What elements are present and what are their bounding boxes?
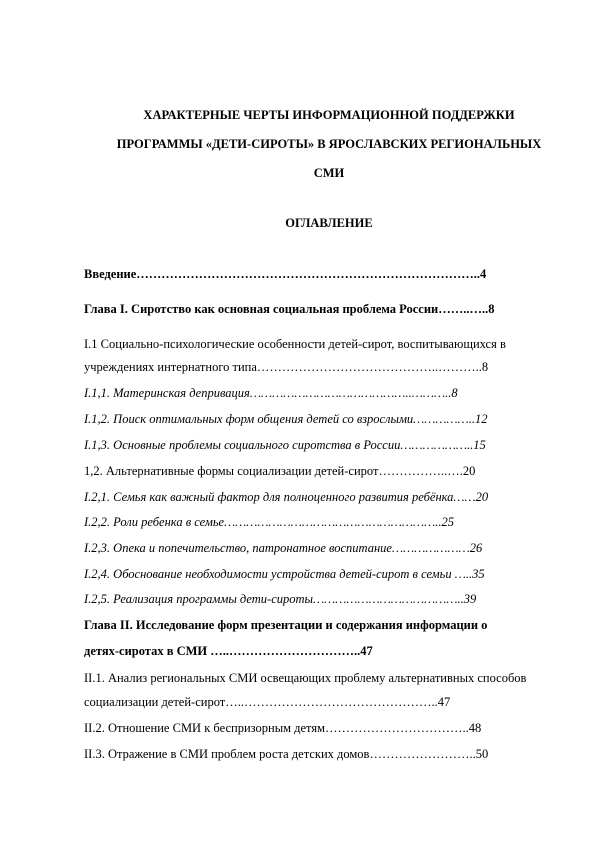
toc-entry-2-1: II.1. Анализ региональных СМИ освещающих проблему альтернативных способов [84,671,527,685]
toc-entry-2-1-cont: социализации детей-сирот…..………………………………………..47 [84,695,451,709]
toc-entry-1-2-1: I.2,1. Семья как важный фактор для полноценного развития ребёнка……20 [84,490,489,504]
contents-heading: ОГЛАВЛЕНИЕ [285,216,373,230]
toc-entry-chapter-2-cont: детях-сиротах в СМИ …..…………………………..47 [84,644,373,658]
toc-entry-2-2: II.2. Отношение СМИ к беспризорным детям……………………………..48 [84,721,482,735]
toc-entry-1-1-1: I.1,1. Материнская депривация……………………………………..………..8 [84,386,458,400]
toc-entry-1-2: 1,2. Альтернативные формы социализации детей-сирот……………..….20 [84,464,476,478]
document-title-line-3: СМИ [313,166,345,180]
toc-entry-1-1-2: I.1,2. Поиск оптимальных форм общения детей со взрослыми……………..12 [84,412,488,426]
toc-entry-1-1-3: I.1,3. Основные проблемы социального сиротства в России………………..15 [84,438,486,452]
toc-entry-1-1-cont: учреждениях интернатного типа……………………………………..………..8 [84,360,489,374]
toc-entry-1-1: I.1 Социально-психологические особенности детей-сирот, воспитывающихся в [84,337,506,351]
document-title-line-1: ХАРАКТЕРНЫЕ ЧЕРТЫ ИНФОРМАЦИОННОЙ ПОДДЕРЖКИ [143,108,515,122]
toc-entry-1-2-5: I.2,5. Реализация программы дети-сироты…………………………………..39 [84,592,477,606]
toc-entry-2-3: II.3. Отражение в СМИ проблем роста детских домов……………………..50 [84,747,489,761]
toc-entry-introduction: Введение………………………………………………………………………..4 [84,267,487,281]
toc-entry-1-2-4: I.2,4. Обоснование необходимости устройства детей-сирот в семьи …..35 [84,567,485,581]
toc-entry-1-2-3: I.2,3. Опека и попечительство, патронатное воспитание…………………26 [84,541,483,555]
toc-entry-chapter-2: Глава II. Исследование форм презентации и содержания информации о [84,618,488,632]
document-title-line-2: ПРОГРАММЫ «ДЕТИ-СИРОТЫ» В ЯРОСЛАВСКИХ РЕГИОНАЛЬНЫХ [116,137,542,151]
toc-entry-chapter-1: Глава I. Сиротство как основная социальная проблема России……..…..8 [84,302,495,316]
toc-entry-1-2-2: I.2,2. Роли ребенка в семье…………………………………………………..25 [84,515,455,529]
